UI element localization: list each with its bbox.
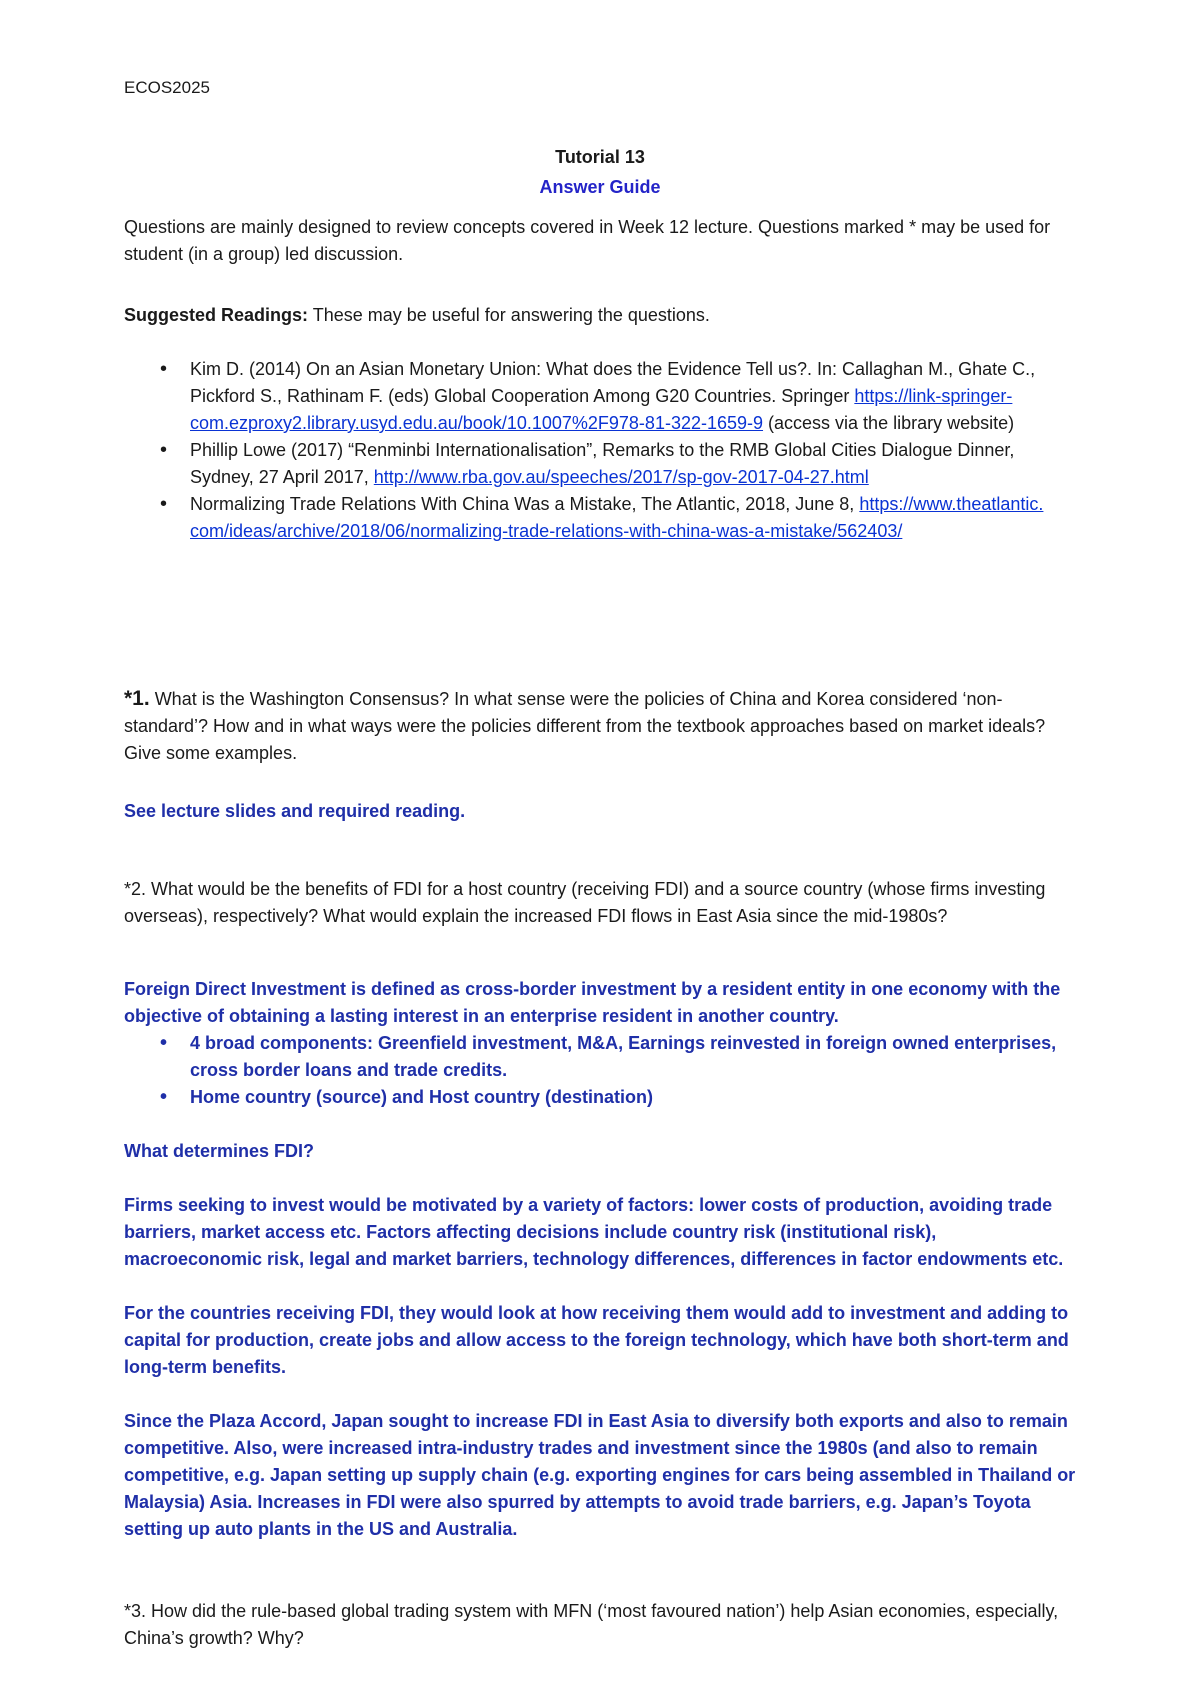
page-title: Tutorial 13 (555, 147, 645, 167)
list-item: • 4 broad components: Greenfield investment, M&A, Earnings reinvested in foreign owned enterprises, cross border loans and trade credits. (124, 1030, 1076, 1084)
question-number: *1. (124, 687, 150, 710)
question-2: *2. What would be the benefits of FDI for a host country (receiving FDI) and a source country (whose firms investing overseas), respectively? What would explain the increased FDI flows in East Asia since the mid-1980s? (124, 879, 1046, 926)
course-code: ECOS2025 (124, 78, 210, 97)
readings-list (124, 356, 1044, 545)
list-item: • Home country (source) and Host country (destination) (124, 1084, 1076, 1111)
readings-label: Suggested Readings: (124, 305, 309, 325)
question-1: *1. What is the Washington Consensus? In what sense were the policies of China and Korea considered ‘non-standard’? How and in what ways were the policies different from the textbook approaches based on market ideals? Give some examples. (124, 687, 1046, 763)
answer-1: See lecture slides and required reading. (124, 801, 466, 821)
answer-paragraph: Firms seeking to invest would be motivated by a variety of factors: lower costs of production, avoiding trade barriers, market access etc. Factors affecting decisions include country risk (institutional risk), macroeconomic risk, legal and market barriers, technology differences, differences in factor endowments etc. (124, 1195, 1064, 1269)
section-heading: What determines FDI? (124, 1141, 315, 1161)
question-number: *2. (124, 879, 147, 899)
question-number: *3. (124, 1601, 147, 1621)
readings-intro (124, 302, 1076, 329)
fdi-components-list (124, 1030, 1076, 1111)
intro-paragraph: Questions are mainly designed to review concepts covered in Week 12 lecture. Questions marked * may be used for student (in a group) led discussion. (124, 217, 1051, 264)
answer-paragraph: For the countries receiving FDI, they would look at how receiving them would add to investment and adding to capital for production, create jobs and allow access to the foreign technology, which have both short-term and long-term benefits. (124, 1303, 1069, 1377)
reading-item: • Normalizing Trade Relations With China Was a Mistake, The Atlantic, 2018, June 8, https://www.theatlantic.com/ideas/archive/2018/06/normalizing-trade-relations-with-china-was-a-mistake/562403/ (124, 491, 1044, 545)
readings-text: These may be useful for answering the questions. (308, 305, 710, 325)
reading-link[interactable]: https://www.theatlantic.com/ideas/archive/2018/06/normalizing-trade-relations-with-china-was-a-mistake/562403/ (190, 494, 1044, 541)
reading-item: • Kim D. (2014) On an Asian Monetary Union: What does the Evidence Tell us?. In: Callaghan M., Ghate C., Pickford S., Rathinam F. (eds) Global Cooperation Among G20 Countries. Springer https://link-springer-com.ezproxy2.library.usyd.edu.au/book/10.1007%2F978-81-322-1659-9 (access via the library website) (124, 356, 1044, 437)
reading-link[interactable]: http://www.rba.gov.au/speeches/2017/sp-gov-2017-04-27.html (373, 467, 869, 487)
fdi-definition: Foreign Direct Investment is defined as cross-border investment by a resident entity in one economy with the objective of obtaining a lasting interest in an enterprise resident in another country. (124, 979, 1061, 1026)
answer-paragraph: Since the Plaza Accord, Japan sought to increase FDI in East Asia to diversify both exports and also to remain competitive. Also, were increased intra-industry trades and investment since the 1980s (and also to remain competitive, e.g. Japan setting up supply chain (e.g. exporting engines for cars being assembled in Thailand or Malaysia) Asia. Increases in FDI were also spurred by attempts to avoid trade barriers, e.g. Japan’s Toyota setting up auto plants in the US and Australia. (124, 1411, 1076, 1539)
question-3: *3. How did the rule-based global trading system with MFN (‘most favoured nation’) help Asian economies, especially, China’s growth? Why? (124, 1601, 1059, 1648)
reading-item: • Phillip Lowe (2017) “Renminbi Internationalisation”, Remarks to the RMB Global Cities Dialogue Dinner, Sydney, 27 April 2017, http://www.rba.gov.au/speeches/2017/sp-gov-2017-04-27.html (124, 437, 1044, 491)
reading-link[interactable]: https://link-springer-com.ezproxy2.library.usyd.edu.au/book/10.1007%2F978-81-322-1659-9 (190, 386, 1013, 433)
page-subtitle: Answer Guide (539, 177, 661, 197)
